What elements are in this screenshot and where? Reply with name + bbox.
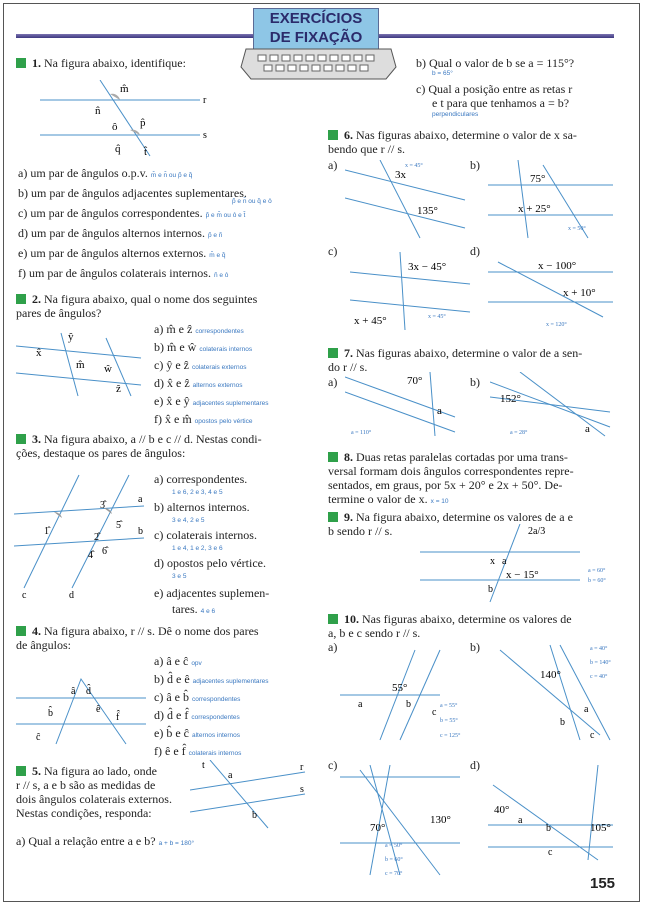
- svg-text:a = 55°: a = 55°: [440, 703, 458, 709]
- typewriter-illustration: [236, 47, 401, 81]
- q6d-figure: [488, 252, 618, 332]
- svg-text:b: b: [560, 717, 565, 728]
- q6-heading: 6. Nas figuras abaixo, determine o valor de x sa-: [328, 128, 577, 142]
- svg-text:a: a: [228, 770, 233, 781]
- q8-line4: termine o valor de x. x = 10: [328, 492, 449, 506]
- q3-heading-line2: ções, destaque os pares de ângulos:: [16, 446, 186, 460]
- q1-item-c: c) um par de ângulos correspondentes. p̂ e m̂ ou ô e t̂: [18, 206, 246, 220]
- q2-item-d: d) x̂ e ẑ alternos externos: [154, 376, 243, 390]
- q8-line3: sentados, em graus, por 5x + 20° e 2x + 50°. De-: [328, 478, 563, 492]
- angle-n-label: n̂: [95, 105, 101, 117]
- angle-m-label: m̂: [120, 83, 129, 95]
- line-r-label: r: [203, 95, 207, 106]
- svg-text:a = 28°: a = 28°: [510, 430, 528, 436]
- svg-text:t: t: [202, 760, 205, 771]
- q3-heading: 3. Na figura abaixo, a // b e c // d. Nestas condi-: [16, 432, 262, 446]
- q5-line4: Nestas condições, responda:: [16, 806, 152, 820]
- bullet-square-icon: [16, 58, 26, 68]
- q4-item-c: c) â e b̂ correspondentes: [154, 690, 241, 704]
- svg-text:2̂: 2̂: [94, 532, 99, 543]
- svg-text:140°: 140°: [540, 669, 561, 681]
- q5-answer-c: perpendiculares: [432, 111, 479, 118]
- angle-o-label: ô: [112, 121, 118, 133]
- q3-item-a: a) correspondentes.: [154, 472, 248, 486]
- bullet-square-icon: [16, 626, 26, 636]
- bullet-square-icon: [328, 512, 338, 522]
- svg-text:a = 60°: a = 60°: [588, 568, 606, 574]
- svg-text:5̂: 5̂: [116, 520, 121, 531]
- svg-text:x = 120°: x = 120°: [546, 322, 567, 328]
- svg-text:a: a: [585, 423, 590, 435]
- q4-item-b: b) d̂ e ê adjacentes suplementares: [154, 672, 269, 686]
- q7a-figure: [345, 372, 465, 438]
- q1-answer-b: p̂ e n̂ ou q̂ e ô: [232, 198, 272, 205]
- svg-text:ê: ê: [96, 704, 101, 715]
- svg-text:c = 70°: c = 70°: [385, 871, 403, 877]
- q6c-figure: [350, 252, 475, 332]
- svg-text:3̂: 3̂: [100, 500, 105, 511]
- svg-text:130°: 130°: [430, 814, 451, 826]
- svg-text:f̂: f̂: [116, 712, 120, 723]
- q7-heading-line2: do r // s.: [328, 360, 368, 374]
- q5-item-c: c) Qual a posição entre as retas r: [416, 82, 573, 96]
- q3-item-c: c) colaterais internos.: [154, 528, 257, 542]
- svg-text:x + 25°: x + 25°: [518, 203, 551, 215]
- q1-item-e: e) um par de ângulos alternos externos. m̂ e q̂: [18, 246, 226, 260]
- svg-text:m̂: m̂: [76, 359, 85, 371]
- svg-text:â: â: [71, 686, 76, 697]
- svg-text:ĉ: ĉ: [36, 732, 41, 743]
- svg-text:c: c: [548, 847, 553, 858]
- q1-item-a: a) um par de ângulos o.p.v. m̂ e n̂ ou p̂ e q̂: [18, 166, 193, 180]
- svg-text:70°: 70°: [407, 375, 423, 387]
- svg-text:a: a: [437, 405, 442, 417]
- svg-text:x = 50°: x = 50°: [568, 226, 586, 232]
- angle-q-label: q̂: [115, 143, 121, 155]
- svg-text:x = 45°: x = 45°: [428, 314, 446, 320]
- svg-text:3x: 3x: [395, 169, 406, 181]
- q3-item-b: b) alternos internos.: [154, 500, 250, 514]
- svg-text:ŷ: ŷ: [68, 331, 74, 343]
- svg-text:2a/3: 2a/3: [528, 526, 546, 537]
- svg-text:a: a: [358, 699, 363, 710]
- svg-text:b: b: [138, 526, 143, 537]
- q2-heading: 2. Na figura abaixo, qual o nome dos seguintes: [16, 292, 257, 306]
- q3-item-e: e) adjacentes suplemen-: [154, 586, 270, 600]
- svg-text:r: r: [300, 762, 304, 773]
- q3-answer-a: 1 e 6, 2 e 3, 4 e 5: [172, 489, 223, 496]
- svg-text:b = 60°: b = 60°: [588, 578, 606, 584]
- svg-text:a: a: [502, 556, 507, 567]
- q3-answer-b: 3 e 4, 2 e 5: [172, 517, 205, 524]
- q5-heading: 5. Na figura ao lado, onde: [16, 764, 157, 778]
- bullet-square-icon: [328, 130, 338, 140]
- svg-text:s: s: [300, 784, 304, 795]
- svg-text:x: x: [490, 556, 495, 567]
- svg-text:b = 60°: b = 60°: [385, 857, 403, 863]
- q3-item-e-cont: tares. 4 e 6: [172, 602, 216, 616]
- svg-text:b: b: [406, 699, 411, 710]
- q8-heading: 8. Duas retas paralelas cortadas por uma trans-: [328, 450, 568, 464]
- svg-text:c = 125°: c = 125°: [440, 733, 461, 739]
- q8-line2: versal formam dois ângulos correspondentes repre-: [328, 464, 574, 478]
- q6a-figure: [345, 160, 470, 240]
- svg-text:x + 10°: x + 10°: [563, 287, 596, 299]
- q5-figure: [190, 760, 310, 830]
- svg-text:a: a: [584, 704, 589, 715]
- q6b-figure: [488, 160, 618, 240]
- q4-heading-line2: de ângulos:: [16, 638, 71, 652]
- svg-text:x̂: x̂: [36, 347, 42, 359]
- q1-item-f: f) um par de ângulos colaterais internos. ñ e ô: [18, 266, 229, 280]
- q10-heading: 10. Nas figuras abaixo, determine os valores de: [328, 612, 572, 626]
- svg-text:b = 55°: b = 55°: [440, 718, 458, 724]
- svg-text:105°: 105°: [590, 822, 611, 834]
- svg-text:a = 110°: a = 110°: [351, 430, 372, 436]
- svg-text:6̂: 6̂: [102, 546, 107, 557]
- svg-text:a: a: [518, 815, 523, 826]
- svg-text:b: b: [252, 810, 257, 821]
- q7b-figure: [490, 372, 615, 438]
- svg-text:40°: 40°: [494, 804, 510, 816]
- svg-text:3x − 45°: 3x − 45°: [408, 261, 447, 273]
- q2-heading-line2: pares de ângulos?: [16, 306, 102, 320]
- q2-figure: [16, 328, 146, 398]
- line-s-label: s: [203, 130, 207, 141]
- q3-item-d: d) opostos pelo vértice.: [154, 556, 266, 570]
- q10d-figure: [488, 765, 618, 865]
- q9-heading: 9. Na figura abaixo, determine os valores de a e: [328, 510, 573, 524]
- svg-text:ẑ: ẑ: [116, 383, 121, 395]
- q4-item-a: a) â e ĉ opv: [154, 654, 202, 668]
- bullet-square-icon: [16, 294, 26, 304]
- q6-heading-line2: bendo que r // s.: [328, 142, 405, 156]
- q9-figure: [420, 524, 620, 604]
- q4-item-d: d) d̂ e f̂ correspondentes: [154, 708, 240, 722]
- svg-text:b = 140°: b = 140°: [590, 660, 611, 666]
- page-number: 155: [590, 875, 616, 892]
- svg-text:135°: 135°: [417, 205, 438, 217]
- q1-figure: [40, 80, 220, 158]
- q1-item-b: b) um par de ângulos adjacentes suplementares.: [18, 186, 247, 200]
- q5-answer-b: b = 65°: [432, 70, 453, 77]
- q5-line3: dois ângulos colaterais externos.: [16, 792, 172, 806]
- svg-text:x − 15°: x − 15°: [506, 569, 539, 581]
- svg-text:x − 100°: x − 100°: [538, 260, 577, 272]
- angle-t-label: t̂: [144, 146, 148, 158]
- svg-text:a = 40°: a = 40°: [590, 646, 608, 652]
- svg-text:b̂: b̂: [48, 708, 53, 719]
- q2-item-b: b) m̂ e ŵ colaterais internos: [154, 340, 253, 354]
- q2-item-a: a) m̂ e ẑ correspondentes: [154, 322, 244, 336]
- q4-heading: 4. Na figura abaixo, r // s. Dê o nome dos pares: [16, 624, 259, 638]
- svg-text:b: b: [546, 823, 551, 834]
- q10-heading-line2: a, b e c sendo r // s.: [328, 626, 421, 640]
- svg-text:a = 50°: a = 50°: [385, 843, 403, 849]
- q7-heading: 7. Nas figuras abaixo, determine o valor de a sen-: [328, 346, 582, 360]
- q10c-figure: [340, 765, 470, 880]
- svg-text:x + 45°: x + 45°: [354, 315, 387, 327]
- q2-item-e: e) x̂ e ŷ adjacentes suplementares: [154, 394, 269, 408]
- svg-text:b: b: [488, 584, 493, 595]
- svg-text:d̂: d̂: [86, 686, 91, 697]
- svg-text:c: c: [22, 590, 27, 600]
- section-title: EXERCÍCIOS DE FIXAÇÃO: [253, 8, 379, 50]
- q4-figure: [16, 664, 150, 746]
- svg-text:55°: 55°: [392, 682, 408, 694]
- q3-figure: [14, 470, 150, 600]
- svg-text:75°: 75°: [530, 173, 546, 185]
- q5-line2: r // s, a e b são as medidas de: [16, 778, 156, 792]
- q5-item-c-line2: e t para que tenhamos a = b?: [432, 96, 570, 110]
- bullet-square-icon: [328, 348, 338, 358]
- q10b-figure: [490, 640, 620, 745]
- angle-p-label: p̂: [140, 117, 146, 129]
- svg-text:x = 45°: x = 45°: [405, 163, 423, 169]
- bullet-square-icon: [16, 766, 26, 776]
- q2-item-c: c) ŷ e ẑ colaterais externos: [154, 358, 247, 372]
- svg-text:4̂: 4̂: [88, 550, 93, 561]
- svg-text:c: c: [590, 730, 595, 741]
- svg-text:c = 40°: c = 40°: [590, 674, 608, 680]
- q4-item-e: e) b̂ e ĉ alternos internos: [154, 726, 241, 740]
- q5-item-a: a) Qual a relação entre a e b? a + b = 180°: [16, 834, 195, 848]
- q2-item-f: f) x̂ e m̂ opostos pelo vértice: [154, 412, 253, 426]
- q3-answer-c: 1 e 4, 1 e 2, 3 e 6: [172, 545, 223, 552]
- q4-item-f: f) ê e f̂ colaterais internos: [154, 744, 242, 758]
- q3-answer-d: 3 e 5: [172, 573, 187, 580]
- bullet-square-icon: [328, 614, 338, 624]
- svg-text:1̂: 1̂: [44, 526, 49, 537]
- bullet-square-icon: [16, 434, 26, 444]
- svg-text:ŵ: ŵ: [104, 363, 112, 375]
- q5-item-b: b) Qual o valor de b se a = 115°?: [416, 56, 575, 70]
- svg-text:d: d: [69, 590, 74, 600]
- svg-text:70°: 70°: [370, 822, 386, 834]
- svg-text:152°: 152°: [500, 393, 521, 405]
- svg-text:a: a: [138, 494, 143, 505]
- q9-heading-line2: b sendo r // s.: [328, 524, 393, 538]
- q1-heading: 1. Na figura abaixo, identifique:: [16, 56, 186, 70]
- q1-item-d: d) um par de ângulos alternos internos. p̂ e ñ: [18, 226, 223, 240]
- q10a-figure: [340, 645, 480, 745]
- svg-text:c: c: [432, 707, 437, 718]
- bullet-square-icon: [328, 452, 338, 462]
